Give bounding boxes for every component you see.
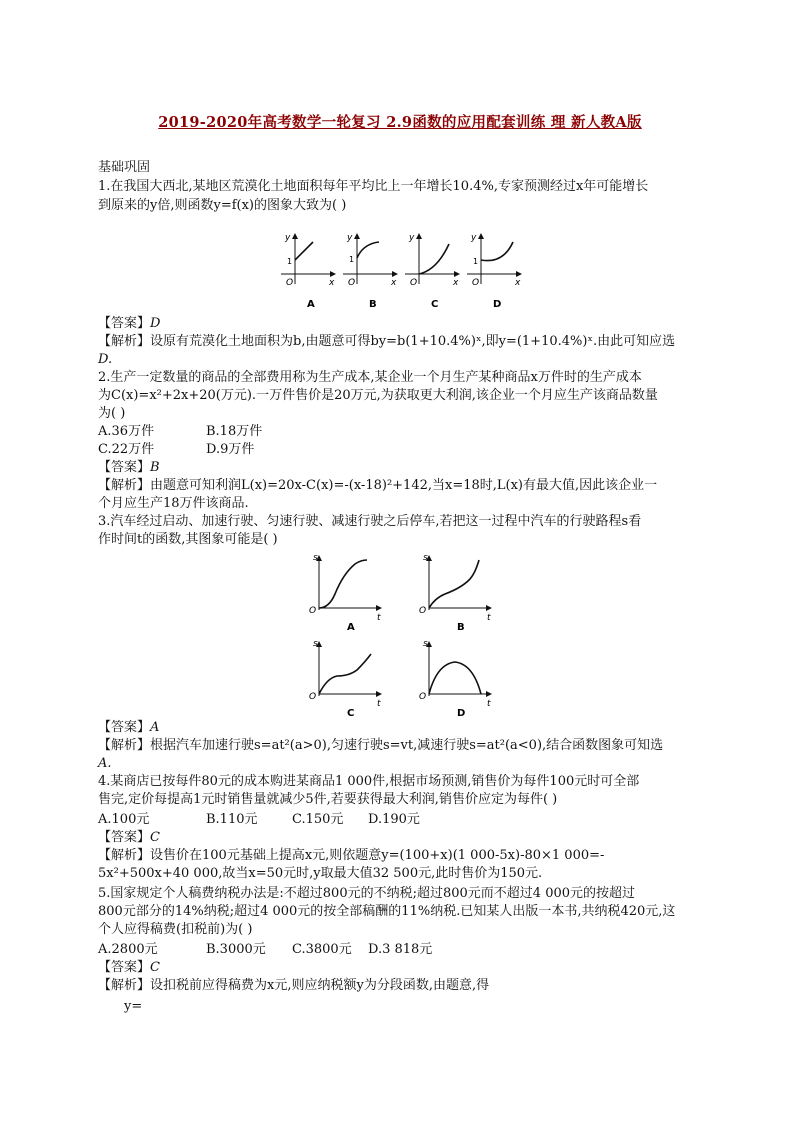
q1-label-d: D bbox=[493, 299, 502, 310]
q3-curve-d bbox=[429, 662, 481, 694]
svg-text:t: t bbox=[377, 613, 381, 623]
q2-explanation-line1: 【解析】由题意可知利润L(x)=20x-C(x)=-(x-18)²+142,当x=18时,L(x)有最大值,因此该企业一 bbox=[98, 478, 658, 493]
svg-text:O: O bbox=[286, 278, 294, 288]
q1-graph-d bbox=[467, 233, 521, 310]
q1-curve-d bbox=[481, 242, 513, 261]
q3-graph-a bbox=[309, 553, 381, 633]
svg-text:O: O bbox=[419, 692, 427, 702]
q4-explanation-line2: 5x²+500x+40 000,故当x=50元时,y取最大值32 500元,此时售价为150元. bbox=[98, 866, 543, 881]
q1-graph-a bbox=[281, 233, 335, 310]
q1-answer: 【答案】D bbox=[98, 316, 161, 331]
q3-graph-b bbox=[419, 553, 491, 633]
q5-stem-line1: 5.国家规定个人稿费纳税办法是:不超过800元的不纳税;超过800元而不超过4 000元的按超过 bbox=[98, 886, 636, 901]
q1-label-c: C bbox=[431, 299, 439, 310]
q1-graph-options bbox=[275, 228, 525, 312]
svg-text:O: O bbox=[419, 606, 427, 616]
q1-curve-b bbox=[357, 242, 379, 258]
q5-stem-line2: 800元部分的14%纳税;超过4 000元的按全部稿酬的11%纳税.已知某人出版一本书,共纳税420元,这 bbox=[98, 904, 676, 919]
q3-graph-c bbox=[309, 639, 381, 719]
q3-label-c: C bbox=[347, 708, 355, 719]
svg-text:1: 1 bbox=[287, 257, 293, 266]
q3-label-b: B bbox=[457, 622, 465, 633]
section-heading: 基础巩固 bbox=[98, 160, 151, 175]
q3-stem-line2: 作时间t的函数,其图象可能是( ) bbox=[98, 532, 278, 547]
q3-curve-c bbox=[319, 654, 371, 694]
q4-option-c: C.150元 bbox=[292, 812, 344, 827]
q5-option-d: D.3 818元 bbox=[368, 942, 433, 957]
q3-curve-b bbox=[429, 560, 479, 608]
svg-text:O: O bbox=[309, 606, 317, 616]
q5-explanation-line1: 【解析】设扣税前应得稿费为x元,则应纳税额y为分段函数,由题意,得 bbox=[98, 978, 490, 993]
q4-stem-line2: 售完,定价每提高1元时销售量就减少5件,若要获得最大利润,销售价应定为每件( ) bbox=[98, 792, 558, 807]
svg-text:s: s bbox=[313, 553, 318, 563]
q1-explanation-line2: D. bbox=[98, 352, 113, 367]
svg-text:y: y bbox=[347, 233, 353, 243]
svg-text:s: s bbox=[423, 639, 428, 649]
q2-option-d: D.9万件 bbox=[206, 442, 255, 457]
q2-explanation-line2: 个月应生产18万件该商品. bbox=[98, 496, 249, 511]
page-title: 2019-2020年高考数学一轮复习 2.9函数的应用配套训练 理 新人教A版 bbox=[158, 114, 642, 131]
svg-text:t: t bbox=[487, 699, 491, 709]
q1-graph-b bbox=[343, 233, 397, 310]
svg-text:O: O bbox=[348, 278, 356, 288]
svg-text:t: t bbox=[377, 699, 381, 709]
q2-option-c: C.22万件 bbox=[98, 442, 155, 457]
q5-explanation-line2: y= bbox=[124, 999, 143, 1014]
q5-option-c: C.3800元 bbox=[292, 942, 352, 957]
q4-answer: 【答案】C bbox=[98, 830, 160, 845]
svg-text:s: s bbox=[313, 639, 318, 649]
q3-explanation-line1: 【解析】根据汽车加速行驶s=at²(a>0),匀速行驶s=vt,减速行驶s=at²(a<0),结合函数图象可知选 bbox=[98, 738, 664, 753]
q3-stem-line1: 3.汽车经过启动、加速行驶、匀速行驶、减速行驶之后停车,若把这一过程中汽车的行驶路程s看 bbox=[98, 514, 642, 529]
q3-label-d: D bbox=[457, 708, 466, 719]
q1-curve-a bbox=[295, 242, 313, 260]
svg-text:y: y bbox=[285, 233, 291, 243]
q3-graph-d bbox=[419, 639, 491, 719]
q4-option-a: A.100元 bbox=[98, 812, 150, 827]
svg-text:1: 1 bbox=[473, 257, 479, 266]
q4-option-b: B.110元 bbox=[206, 812, 258, 827]
svg-text:1: 1 bbox=[349, 255, 355, 264]
q5-option-a: A.2800元 bbox=[98, 942, 158, 957]
q3-explanation-line2: A. bbox=[98, 756, 112, 771]
svg-text:y: y bbox=[471, 233, 477, 243]
q4-explanation-line1: 【解析】设售价在100元基础上提高x元,则依题意y=(100+x)(1 000-5x)-80×1 000=- bbox=[98, 848, 605, 863]
q1-label-a: A bbox=[307, 299, 315, 310]
q4-stem-line1: 4.某商店已按每件80元的成本购进某商品1 000件,根据市场预测,销售价为每件100元时可全部 bbox=[98, 774, 640, 789]
q2-answer: 【答案】B bbox=[98, 460, 160, 475]
q1-explanation-line1: 【解析】设原有荒漠化土地面积为b,由题意可得by=b(1+10.4%)ˣ,即y=(1+10.4%)ˣ.由此可知应选 bbox=[98, 334, 676, 349]
q2-stem-line2: 为C(x)=x²+2x+20(万元).一万件售价是20万元,为获取更大利润,该企业一个月应生产该商品数量 bbox=[98, 388, 658, 403]
svg-text:x: x bbox=[453, 278, 459, 288]
q1-stem-line1: 1.在我国大西北,某地区荒漠化土地面积每年平均比上一年增长10.4%,专家预测经过x年可能增长 bbox=[98, 179, 649, 194]
q2-option-a: A.36万件 bbox=[98, 424, 155, 439]
svg-text:O: O bbox=[309, 692, 317, 702]
q5-stem-line3: 个人应得稿费(扣税前)为( ) bbox=[98, 922, 253, 937]
q3-answer: 【答案】A bbox=[98, 720, 160, 735]
q2-stem-line3: 为( ) bbox=[98, 406, 126, 421]
q3-label-a: A bbox=[347, 622, 355, 633]
svg-text:x: x bbox=[515, 278, 521, 288]
svg-text:s: s bbox=[423, 553, 428, 563]
svg-text:t: t bbox=[487, 613, 491, 623]
q5-option-b: B.3000元 bbox=[206, 942, 266, 957]
svg-text:x: x bbox=[391, 278, 397, 288]
q2-option-b: B.18万件 bbox=[206, 424, 263, 439]
q4-option-d: D.190元 bbox=[368, 812, 420, 827]
q2-stem-line1: 2.生产一定数量的商品的全部费用称为生产成本,某企业一个月生产某种商品x万件时的生产成本 bbox=[98, 370, 642, 385]
q5-answer: 【答案】C bbox=[98, 960, 160, 975]
svg-text:y: y bbox=[409, 233, 415, 243]
q1-stem-line2: 到原来的y倍,则函数y=f(x)的图象大致为( ) bbox=[98, 198, 347, 213]
q3-graph-options bbox=[305, 550, 505, 720]
q1-graph-c bbox=[405, 233, 459, 310]
q1-curve-c bbox=[419, 244, 449, 274]
q3-curve-a bbox=[319, 560, 367, 608]
q1-label-b: B bbox=[369, 299, 377, 310]
svg-text:O: O bbox=[472, 278, 480, 288]
svg-text:x: x bbox=[329, 278, 335, 288]
svg-text:O: O bbox=[410, 278, 418, 288]
